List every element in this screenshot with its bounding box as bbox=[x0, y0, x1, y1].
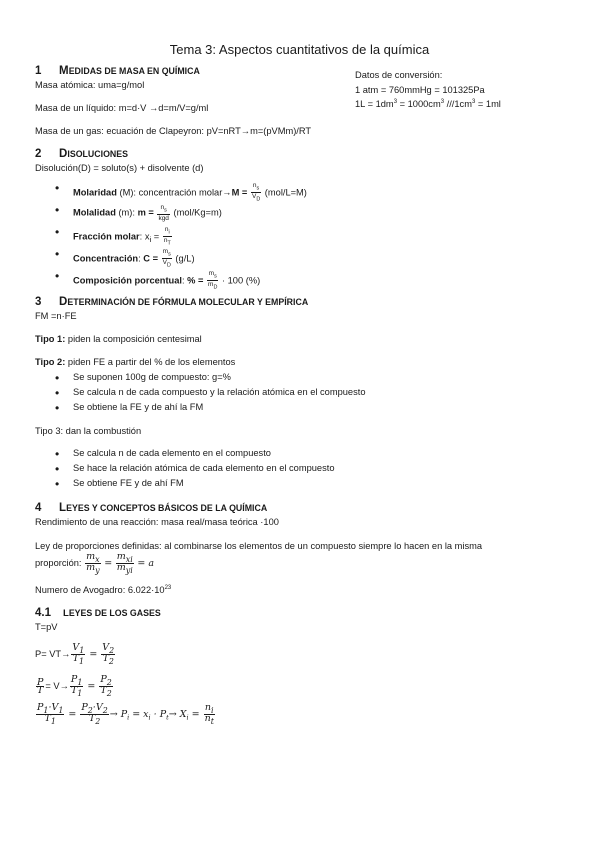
list-item: • Se hace la relación atómica de cada elemento en el compuesto bbox=[55, 463, 335, 478]
ley-line-2: proporción: $\frac{m_x}{m_y}$ = $\frac{m_{xi}}{m_{yi}}$ = a bbox=[35, 551, 155, 575]
list-item: • Concentración: C = $\frac{m_s}{V_D}$ (g/L) bbox=[55, 248, 307, 270]
tipo-3-list bbox=[55, 448, 335, 493]
list-item: • Se calcula n de cada elemento en el compuesto bbox=[55, 448, 335, 463]
conversion-line-1: 1 atm = 760mmHg = 101325Pa bbox=[355, 85, 485, 95]
section-4-heading: 4 LEYES Y CONCEPTOS BÁSICOS DE LA QUÍMICA bbox=[35, 502, 268, 514]
list-item: • Se calcula n de cada compuesto y la relación atómica en el compuesto bbox=[55, 387, 366, 402]
list-item: • Molalidad (m): m = $\frac{n_s}{\text{kgd}}$ (mol/Kg=m) bbox=[55, 204, 307, 226]
list-item: • Se obtiene FE y de ahí FM bbox=[55, 478, 335, 493]
conversion-line-2: $1L = 1dm^3 = 1000cm^3$ $///1cm^3 = 1ml$ bbox=[355, 99, 501, 110]
avogadro: Numero de Avogadro: $6.022\cdot 10^{23}$ bbox=[35, 585, 172, 596]
section-1-heading: 1 MEDIDAS DE MASA EN QUÍMICA bbox=[35, 65, 200, 77]
conversion-heading: Datos de conversión: bbox=[355, 70, 443, 80]
gas-formula-2: $\frac{P}{T}$ = V→ $\frac{P_1}{T_1}$ = $\frac{P_2}{T_2}$ bbox=[37, 674, 112, 698]
ley-line-1: Ley de proporciones definidas: al combinarse los elementos de un compuesto siempre lo hacen en la misma bbox=[35, 541, 483, 551]
tipo-1: Tipo 1: piden la composición centesimal bbox=[35, 334, 202, 344]
list-item: • Se obtiene la FE y de ahí la FM bbox=[55, 402, 366, 417]
section-1-line: Masa de un gas: ecuación de Clapeyron: pV=nRT→m=(pVMm)/RT bbox=[35, 126, 312, 136]
list-item: • Fracción molar: $x_i$ = $\frac{n_i}{n_T}$ bbox=[55, 226, 307, 248]
rendimiento: Rendimiento de una reacción: masa real/masa teórica ·100 bbox=[35, 517, 279, 527]
fm-formula: FM =n·FE bbox=[35, 311, 77, 321]
list-item: • Se suponen 100g de compuesto: g=% bbox=[55, 372, 366, 387]
gas-formula-1: P= VT→ $\frac{V_1}{T_1}$ = $\frac{V_2}{T_2}$ bbox=[35, 642, 115, 666]
section-2-heading: 2 DISOLUCIONES bbox=[35, 148, 129, 160]
gas-formula-3: $\frac{P_1\cdot V_1}{T_1}$ = $\frac{P_2\cdot V_2}{T_2}$ → $P_i = x_i \cdot P_t\to X_i$ = $\frac{n_i}{n_t}$ bbox=[37, 702, 214, 726]
section-1-line: Masa de un líquido: m=d·V →d=m/V=g/ml bbox=[35, 103, 209, 113]
section-3-heading: 3 DETERMINACIÓN DE FÓRMULA MOLECULAR Y EMPÍRICA bbox=[35, 296, 309, 308]
section-2-list bbox=[55, 182, 307, 292]
page-title: Tema 3: Aspectos cuantitativos de la química bbox=[169, 42, 430, 57]
t-pv: T=pV bbox=[35, 622, 58, 632]
tipo-2-list bbox=[55, 372, 366, 417]
section-2-intro: Disolución(D) = soluto(s) + disolvente (d) bbox=[35, 163, 204, 173]
tipo-2: Tipo 2: piden FE a partir del % de los elementos bbox=[35, 357, 236, 367]
section-1-line: Masa atómica: uma=g/mol bbox=[35, 80, 145, 90]
tipo-3: Tipo 3: dan la combustión bbox=[35, 426, 142, 436]
section-4-1-heading: 4.1 LEYES DE LOS GASES bbox=[35, 607, 161, 619]
list-item: • Molaridad (M): concentración molar→M = $\frac{n_s}{V_D}$ (mol/L=M) bbox=[55, 182, 307, 204]
list-item: • Composición porcentual: % = $\frac{m_s}{m_D}$ · 100 (%) bbox=[55, 270, 307, 292]
